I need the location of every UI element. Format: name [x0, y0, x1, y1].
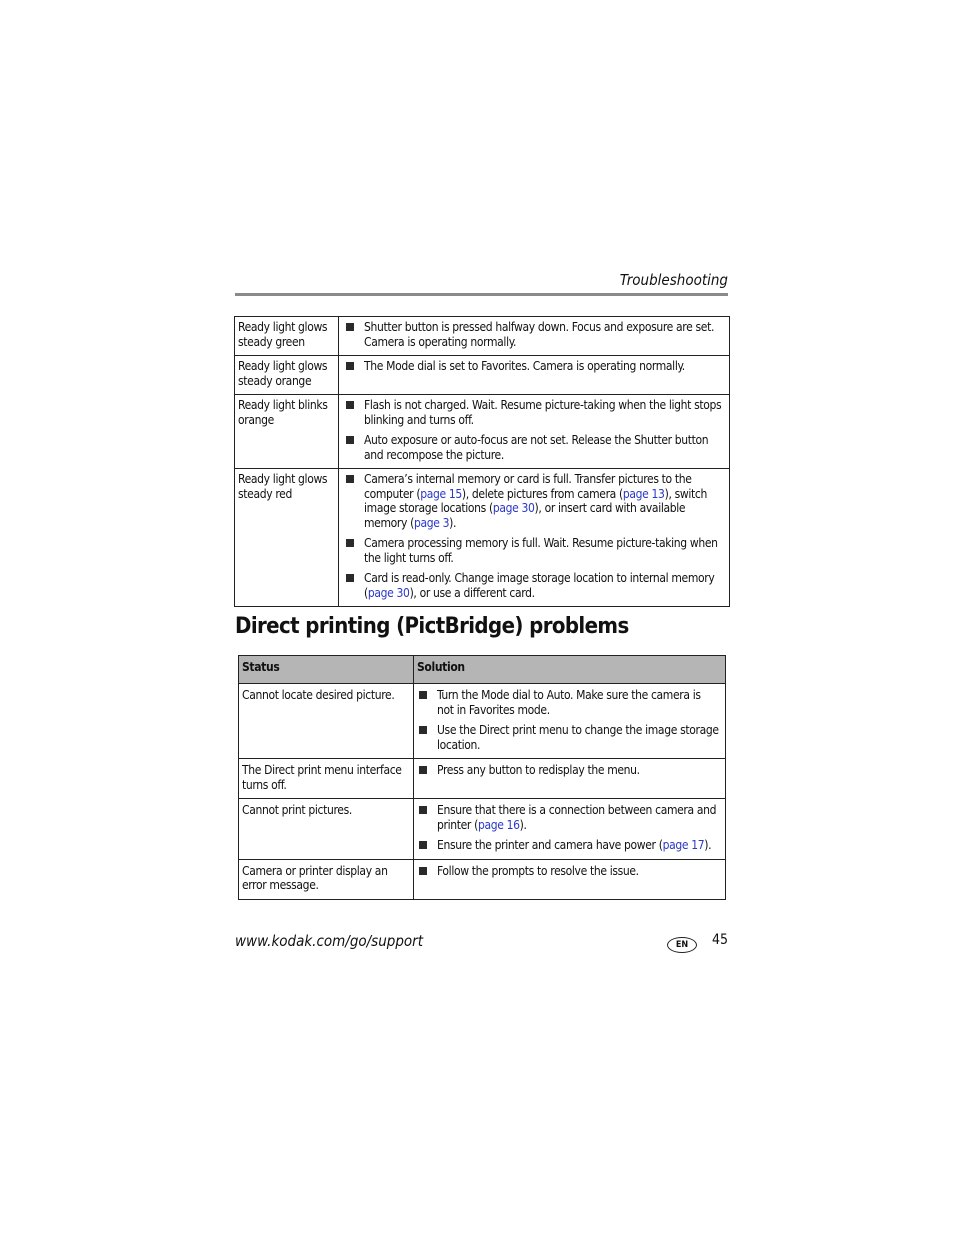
- section-title: Direct printing (PictBridge) problems: [235, 614, 629, 639]
- page-reference-link[interactable]: page 30: [492, 501, 535, 515]
- page-reference-link[interactable]: page 30: [367, 585, 410, 600]
- solution-bullet-item: [417, 864, 720, 879]
- status-cell: Ready light glows steady orange: [235, 356, 339, 395]
- table-row: [235, 317, 730, 356]
- table-row: [235, 469, 730, 607]
- solution-text-segment: Card is read-only. Change image storage location to internal memory (: [364, 571, 715, 600]
- solution-text-segment: Use the Direct print menu to change the image storage location.: [437, 723, 719, 752]
- solution-text-segment: ), or insert card with available memory (: [364, 501, 686, 530]
- table-row: [239, 799, 726, 860]
- page-number: 45: [711, 932, 728, 948]
- table-header-row: [239, 656, 726, 684]
- page-reference-link[interactable]: page 3: [413, 515, 450, 530]
- camera-lights-table: [234, 316, 730, 607]
- solution-text-segment: Camera’s internal memory or card is full. Transfer pictures to the computer (: [364, 472, 692, 501]
- solution-text-segment: Shutter button is pressed halfway down. Focus and exposure are set. Camera is operating normally.: [364, 320, 715, 349]
- solution-cell: [339, 356, 730, 395]
- square-bullet-icon: [346, 475, 354, 483]
- solution-bullet-item: [344, 320, 724, 349]
- solution-bullet-item: [344, 398, 724, 427]
- solution-text: [364, 320, 724, 349]
- solution-text-segment: ).: [449, 515, 457, 530]
- solution-text-segment: ).: [704, 838, 712, 852]
- solution-text: [437, 803, 720, 832]
- solution-text: [364, 433, 724, 462]
- solution-cell: [414, 859, 726, 899]
- solution-text: [364, 398, 724, 427]
- solution-text: [437, 838, 720, 853]
- solution-text-segment: ), or use a different card.: [409, 585, 535, 600]
- solution-text: [364, 536, 724, 565]
- square-bullet-icon: [346, 436, 354, 444]
- header-rule: [235, 293, 728, 296]
- solution-text-segment: Ensure that there is a connection between camera and printer (: [437, 803, 717, 832]
- table-row: [239, 859, 726, 899]
- table-row: [235, 356, 730, 395]
- square-bullet-icon: [419, 867, 427, 875]
- solution-column-header: Solution: [414, 656, 726, 684]
- solution-bullet-item: [344, 571, 724, 600]
- square-bullet-icon: [346, 401, 354, 409]
- solution-text-segment: ).: [519, 817, 527, 832]
- solution-text: [364, 359, 724, 374]
- language-badge: EN: [667, 937, 697, 953]
- status-cell: Ready light glows steady red: [235, 469, 339, 607]
- square-bullet-icon: [419, 806, 427, 814]
- solution-text-segment: Ensure the printer and camera have power (: [437, 838, 663, 852]
- solution-text-segment: Follow the prompts to resolve the issue.: [437, 863, 639, 878]
- solution-text: [437, 688, 720, 717]
- solution-cell: [339, 469, 730, 607]
- square-bullet-icon: [346, 362, 354, 370]
- square-bullet-icon: [346, 574, 354, 582]
- solution-text-segment: ), delete pictures from camera (: [461, 486, 623, 501]
- running-header: Troubleshooting: [619, 271, 728, 289]
- square-bullet-icon: [419, 726, 427, 734]
- page-reference-link[interactable]: page 13: [622, 486, 665, 501]
- solution-cell: [414, 799, 726, 860]
- status-cell: Ready light glows steady green: [235, 317, 339, 356]
- page-reference-link[interactable]: page 15: [420, 486, 462, 501]
- solution-text: [437, 763, 720, 778]
- page-reference-link[interactable]: page 17: [662, 838, 705, 852]
- square-bullet-icon: [346, 323, 354, 331]
- solution-text-segment: Auto exposure or auto-focus are not set. Release the Shutter button and recompose the picture.: [364, 433, 709, 462]
- solution-bullet-item: [344, 433, 724, 462]
- table-row: [239, 684, 726, 759]
- status-cell: Ready light blinks orange: [235, 395, 339, 469]
- solution-text: [437, 723, 720, 752]
- status-column-header: Status: [239, 656, 414, 684]
- solution-cell: [414, 759, 726, 799]
- status-cell: The Direct print menu interface turns off.: [239, 759, 414, 799]
- solution-cell: [339, 317, 730, 356]
- square-bullet-icon: [419, 691, 427, 699]
- solution-text-segment: The Mode dial is set to Favorites. Camera is operating normally.: [364, 359, 685, 373]
- solution-bullet-item: [344, 472, 724, 530]
- support-url[interactable]: www.kodak.com/go/support: [235, 932, 423, 950]
- solution-text-segment: Turn the Mode dial to Auto. Make sure the camera is not in Favorites mode.: [437, 688, 701, 717]
- solution-bullet-item: [344, 359, 724, 374]
- solution-bullet-item: [417, 803, 720, 832]
- status-cell: Cannot locate desired picture.: [239, 684, 414, 759]
- solution-bullet-item: [344, 536, 724, 565]
- solution-text-segment: ), switch image storage locations (: [364, 486, 707, 515]
- solution-text-segment: Flash is not charged. Wait. Resume picture-taking when the light stops blinking and turns off.: [364, 398, 722, 427]
- page-reference-link[interactable]: page 16: [477, 817, 520, 832]
- table-row: [235, 395, 730, 469]
- solution-cell: [414, 684, 726, 759]
- square-bullet-icon: [346, 539, 354, 547]
- solution-cell: [339, 395, 730, 469]
- solution-bullet-item: [417, 688, 720, 717]
- pictbridge-table: [238, 655, 726, 900]
- camera-lights-table-body: [235, 317, 730, 607]
- table-row: [239, 759, 726, 799]
- status-cell: Cannot print pictures.: [239, 799, 414, 860]
- pictbridge-table-body: [239, 684, 726, 900]
- solution-bullet-item: [417, 838, 720, 853]
- solution-text: [437, 864, 720, 879]
- square-bullet-icon: [419, 766, 427, 774]
- solution-text: [364, 571, 724, 600]
- status-cell: Camera or printer display an error message.: [239, 859, 414, 899]
- solution-text-segment: Camera processing memory is full. Wait. Resume picture-taking when the light turns off.: [364, 536, 718, 565]
- square-bullet-icon: [419, 841, 427, 849]
- solution-bullet-item: [417, 723, 720, 752]
- solution-bullet-item: [417, 763, 720, 778]
- solution-text: [364, 472, 724, 530]
- solution-text-segment: Press any button to redisplay the menu.: [437, 763, 640, 777]
